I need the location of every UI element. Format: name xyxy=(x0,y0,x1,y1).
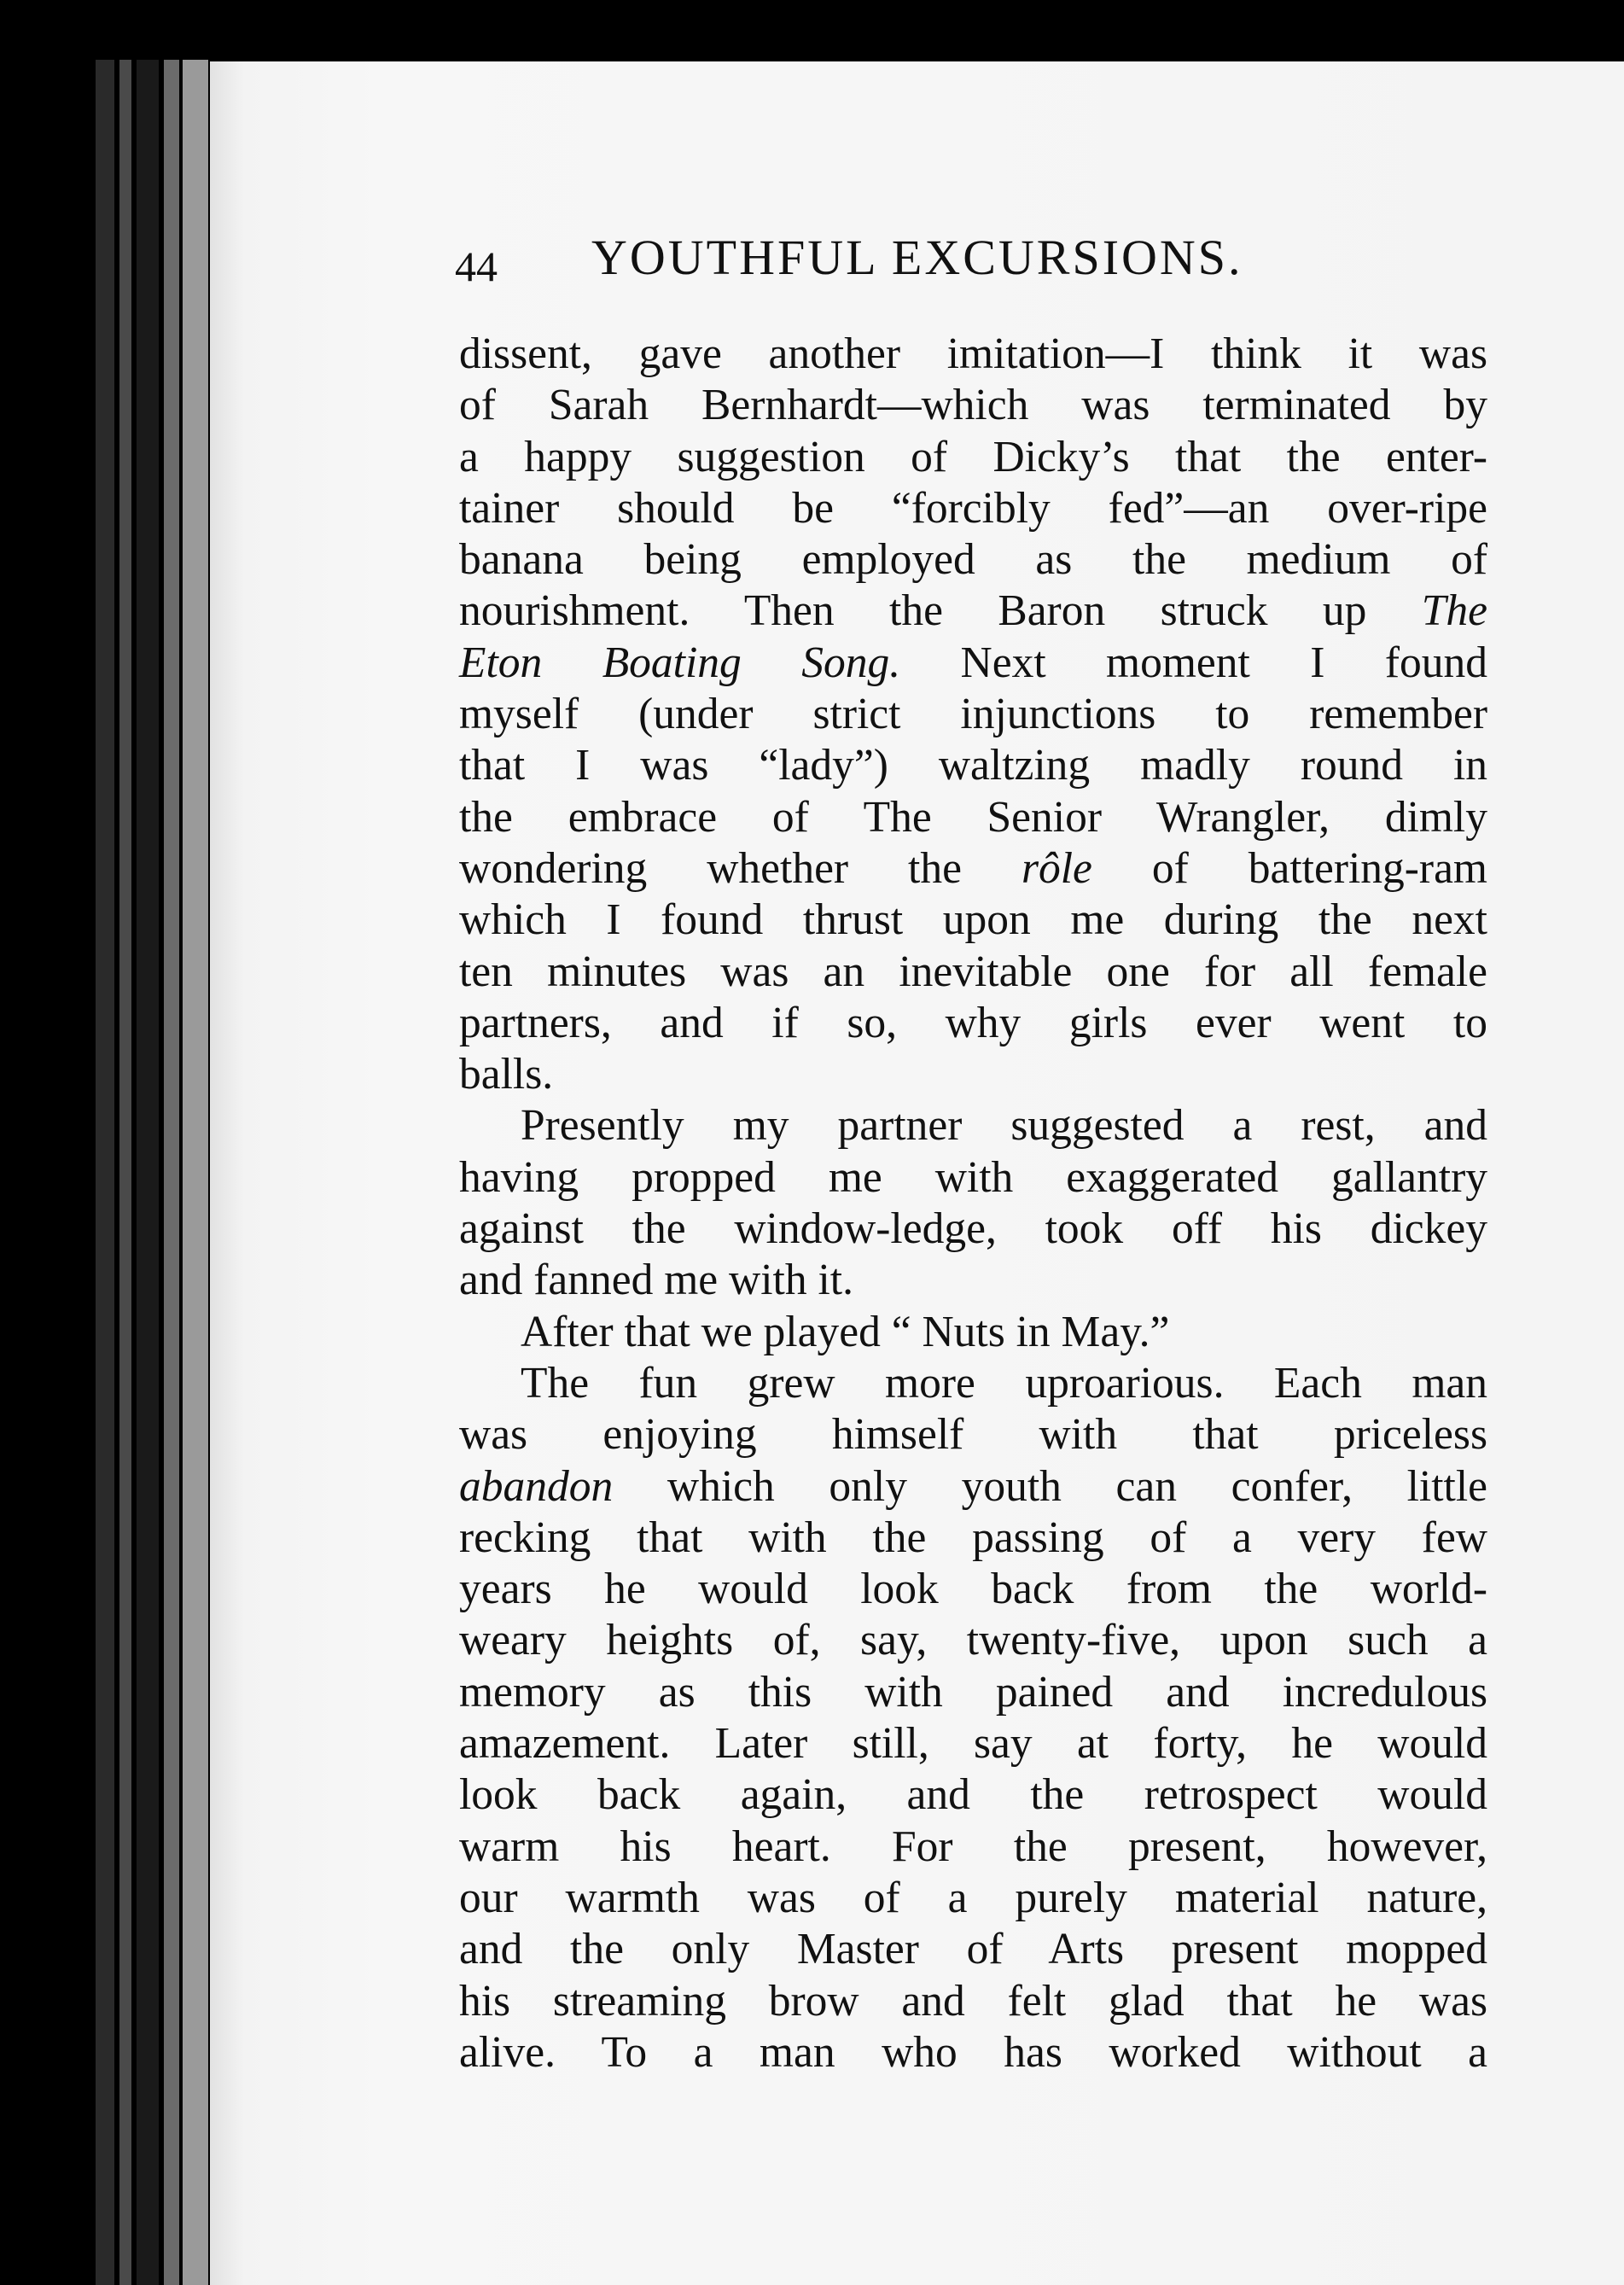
book-binding-edge xyxy=(137,60,159,2285)
italic-title: The xyxy=(1421,586,1488,636)
text-span: of battering-ram xyxy=(1151,843,1487,893)
page-gutter xyxy=(183,60,208,2285)
body-text xyxy=(459,329,1487,2078)
text-line: the embrace of The Senior Wrangler, dimly xyxy=(459,792,1487,842)
running-head xyxy=(455,224,1342,292)
text-line xyxy=(459,843,1487,895)
text-span: wondering whether the xyxy=(459,843,962,893)
text-line: which I found thrust upon me during the next xyxy=(459,895,1487,945)
text-line: our warmth was of a purely material nature, xyxy=(459,1873,1487,1922)
book-binding-edge xyxy=(119,60,131,2285)
page-number: 44 xyxy=(455,242,498,290)
text-line: alive. To a man who has worked without a xyxy=(459,2027,1487,2077)
italic-word: abandon xyxy=(459,1461,614,1511)
text-span: which only youth can confer, little xyxy=(666,1461,1488,1511)
text-line: look back again, and the retrospect would xyxy=(459,1770,1487,1820)
text-line: tainer should be “forcibly fed”—an over-ripe xyxy=(459,483,1487,533)
text-line xyxy=(459,638,1487,689)
text-line: a happy suggestion of Dicky’s that the enter- xyxy=(459,432,1487,481)
text-line: myself (under strict injunctions to remember xyxy=(459,690,1487,739)
text-line: partners, and if so, why girls ever went to xyxy=(459,998,1487,1047)
text-line xyxy=(459,1461,1487,1513)
text-line: having propped me with exaggerated gallantry xyxy=(459,1152,1487,1202)
book-binding-edge xyxy=(164,60,179,2285)
text-line: banana being employed as the medium of xyxy=(459,535,1487,585)
text-line: his streaming brow and felt glad that he was xyxy=(459,1976,1487,2026)
text-span: Next moment I found xyxy=(960,638,1487,687)
text-line xyxy=(459,586,1487,637)
text-span: nourishment. Then the Baron struck up xyxy=(459,586,1367,636)
italic-title: Eton Boating Song. xyxy=(459,638,901,687)
text-line: was enjoying himself with that priceless xyxy=(459,1410,1487,1460)
text-line: recking that with the passing of a very few xyxy=(459,1513,1487,1562)
italic-word: rôle xyxy=(1021,843,1092,893)
text-line: ten minutes was an inevitable one for all female xyxy=(459,947,1487,996)
text-line: balls. xyxy=(459,1050,554,1099)
text-line: and fanned me with it. xyxy=(459,1256,853,1305)
text-line: and the only Master of Arts present mopped xyxy=(459,1925,1487,1974)
text-line: years he would look back from the world- xyxy=(459,1565,1487,1614)
book-binding-edge xyxy=(96,60,114,2285)
text-line: Presently my partner suggested a rest, and xyxy=(521,1101,1487,1151)
chapter-title: YOUTHFUL EXCURSIONS. xyxy=(591,230,1243,285)
text-line: warm his heart. For the present, however, xyxy=(459,1822,1487,1871)
text-line: memory as this with pained and incredulous xyxy=(459,1667,1487,1717)
text-line: against the window-ledge, took off his dickey xyxy=(459,1204,1487,1254)
text-line: amazement. Later still, say at forty, he would xyxy=(459,1719,1487,1769)
text-line: After that we played “ Nuts in May.” xyxy=(521,1307,1170,1356)
text-line: that I was “lady”) waltzing madly round in xyxy=(459,741,1487,790)
text-line: of Sarah Bernhardt—which was terminated by xyxy=(459,381,1487,430)
text-line: The fun grew more uproarious. Each man xyxy=(521,1358,1487,1408)
text-line: dissent, gave another imitation—I think it was xyxy=(459,329,1487,378)
text-line: weary heights of, say, twenty-five, upon such a xyxy=(459,1616,1487,1665)
